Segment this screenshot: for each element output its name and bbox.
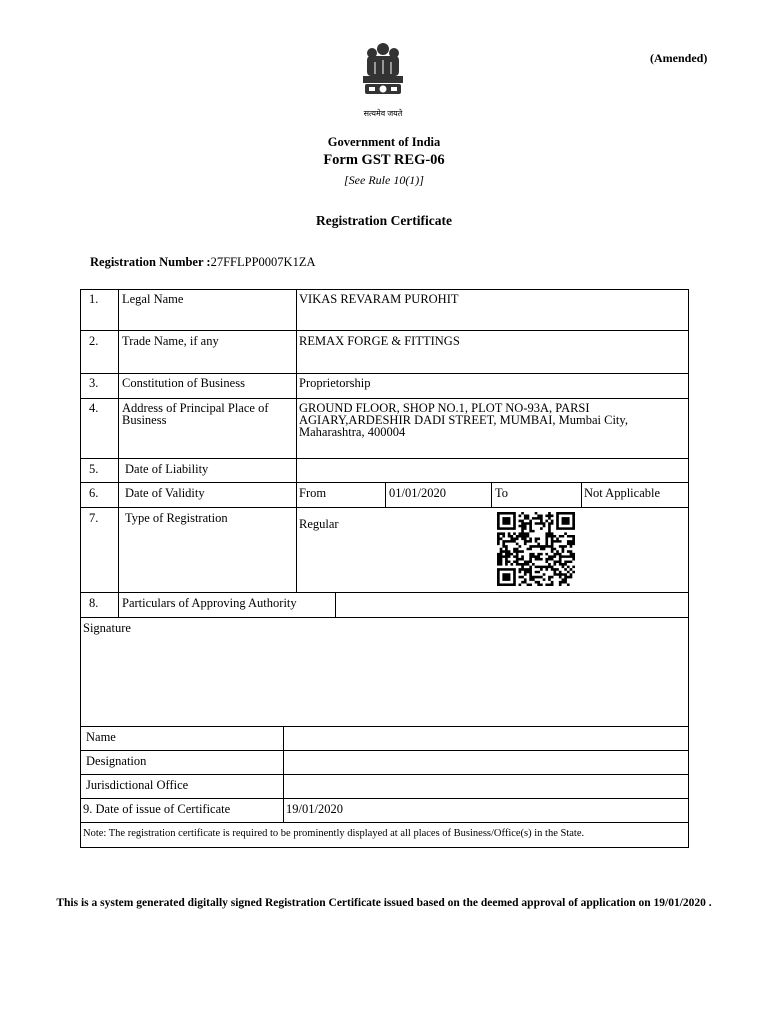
designation-label: Designation [86, 754, 147, 768]
validity-from-label: From [299, 486, 327, 500]
row-number: 8. [89, 596, 99, 610]
trade-name-value: REMAX FORGE & FITTINGS [299, 334, 460, 348]
row-number: 1. [89, 292, 99, 306]
row-number: 6. [89, 486, 99, 500]
row-label: Address of Principal Place of Business [122, 401, 269, 427]
validity-to-label: To [495, 486, 509, 500]
row-number: 3. [89, 376, 99, 390]
legal-name-value: VIKAS REVARAM PUROHIT [299, 292, 459, 306]
row-label: Trade Name, if any [122, 334, 219, 348]
row-label: Date of Liability [125, 462, 209, 476]
validity-from-date: 01/01/2020 [389, 486, 446, 500]
issue-date-value: 19/01/2020 [286, 802, 343, 816]
display-note: Note: The registration certificate is required to be prominently displayed at all places of Business/Office(s) in the State. [83, 828, 585, 839]
registration-number-value: 27FFLPP0007K1ZA [210, 255, 316, 269]
row-number: 5. [89, 462, 99, 476]
registration-number-label: Registration Number : [90, 255, 211, 269]
qr-code-icon [497, 512, 575, 586]
form-title: Form GST REG-06 [323, 152, 445, 168]
national-emblem-icon [355, 40, 411, 106]
registration-number-line [90, 255, 315, 270]
row-number: 2. [89, 334, 99, 348]
validity-to-value: Not Applicable [584, 486, 661, 500]
certificate-title: Registration Certificate [315, 213, 453, 228]
address-value: GROUND FLOOR, SHOP NO.1, PLOT NO-93A, PARSI AGIARY,ARDESHIR DADI STREET, MUMBAI, Mumbai City, Maharashtra, 400004 [299, 401, 628, 439]
registration-type-value: Regular [299, 517, 339, 531]
signature-label: Signature [83, 621, 131, 635]
row-label: Particulars of Approving Authority [122, 596, 297, 610]
footer-disclaimer: This is a system generated digitally signed Registration Certificate issued based on the deemed approval of application on 19/01/2020 . [56, 897, 712, 909]
rule-reference: [See Rule 10(1)] [344, 173, 424, 187]
jurisdictional-office-label: Jurisdictional Office [86, 778, 189, 792]
government-title: Government of India [327, 135, 441, 149]
issue-date-label: 9. Date of issue of Certificate [83, 802, 231, 816]
row-label: Type of Registration [125, 511, 228, 525]
emblem-motto: सत्यमेव जयते [363, 109, 403, 118]
constitution-value: Proprietorship [299, 376, 371, 390]
row-number: 4. [89, 401, 99, 415]
name-label: Name [86, 730, 116, 744]
amended-label: (Amended) [650, 51, 708, 65]
row-number: 7. [89, 511, 99, 525]
row-label: Constitution of Business [122, 376, 245, 390]
row-label: Date of Validity [125, 486, 205, 500]
row-label: Legal Name [122, 292, 184, 306]
